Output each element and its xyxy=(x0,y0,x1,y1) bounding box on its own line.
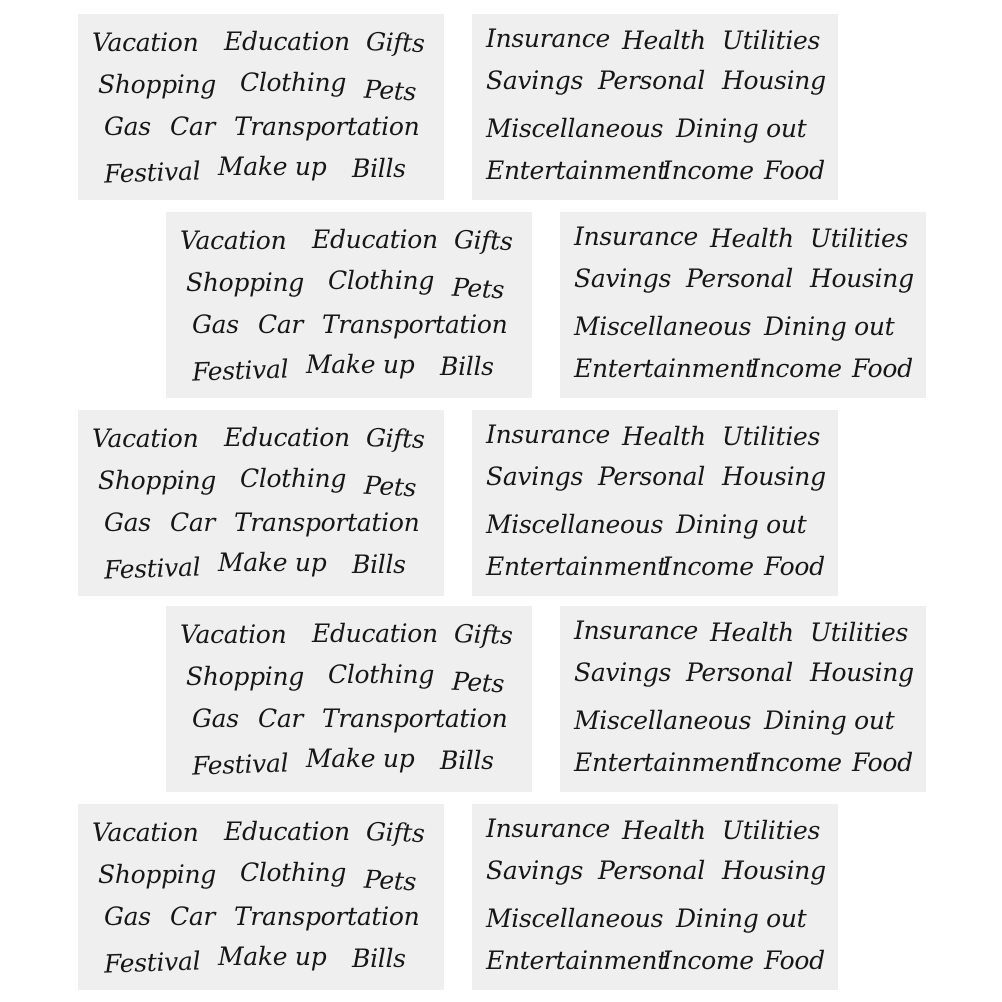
sticker-label: Income xyxy=(662,156,754,185)
sticker-label: Savings xyxy=(574,264,671,293)
sticker-label: Clothing xyxy=(328,266,435,295)
sticker-label: Festival xyxy=(191,354,289,387)
sticker-label: Transportation xyxy=(322,310,508,339)
sticker-label: Miscellaneous xyxy=(574,706,752,735)
sticker-label: Health xyxy=(710,618,794,647)
sticker-label: Education xyxy=(312,619,438,648)
sticker-label: Savings xyxy=(486,856,583,885)
sticker-label: Utilities xyxy=(810,618,909,647)
sticker-label: Personal xyxy=(598,856,705,885)
sticker-label: Pets xyxy=(363,470,417,503)
sticker-label: Make up xyxy=(306,350,415,379)
sticker-label: Clothing xyxy=(240,858,347,887)
sticker-label: Insurance xyxy=(486,814,610,843)
sticker-label: Gifts xyxy=(365,26,426,59)
sticker-label: Shopping xyxy=(186,662,304,691)
sticker-label: Transportation xyxy=(234,508,420,537)
sticker-label: Festival xyxy=(103,156,201,189)
sticker-label: Festival xyxy=(191,748,289,781)
sticker-label: Education xyxy=(224,817,350,846)
sticker-label: Personal xyxy=(598,66,705,95)
sticker-label: Make up xyxy=(218,942,327,971)
sticker-sheet-right xyxy=(560,606,926,792)
sticker-label: Miscellaneous xyxy=(486,114,664,143)
sticker-label: Dining out xyxy=(764,706,895,735)
sticker-label: Miscellaneous xyxy=(486,904,664,933)
sticker-label: Gifts xyxy=(365,422,426,455)
sticker-label: Pets xyxy=(363,864,417,897)
sticker-label: Entertainment xyxy=(486,156,667,185)
sticker-label: Gas xyxy=(104,902,151,931)
sticker-label: Transportation xyxy=(322,704,508,733)
sticker-sheet-right xyxy=(472,804,838,990)
sticker-label: Bills xyxy=(352,944,406,973)
sticker-label: Food xyxy=(852,354,913,383)
sticker-label: Insurance xyxy=(486,420,610,449)
sticker-label: Health xyxy=(710,224,794,253)
sticker-label: Shopping xyxy=(98,466,216,495)
sticker-label: Personal xyxy=(686,264,793,293)
sticker-label: Food xyxy=(764,946,825,975)
sticker-label: Insurance xyxy=(486,24,610,53)
sticker-label: Clothing xyxy=(328,660,435,689)
sticker-label: Health xyxy=(622,26,706,55)
sticker-label: Pets xyxy=(451,272,505,305)
sticker-label: Miscellaneous xyxy=(574,312,752,341)
sticker-label: Income xyxy=(750,748,842,777)
sticker-label: Housing xyxy=(810,264,914,293)
sticker-label: Personal xyxy=(686,658,793,687)
sticker-label: Vacation xyxy=(92,818,199,847)
sticker-label: Miscellaneous xyxy=(486,510,664,539)
sticker-label: Dining out xyxy=(676,904,807,933)
sticker-label: Dining out xyxy=(676,114,807,143)
sticker-label: Savings xyxy=(486,462,583,491)
sticker-label: Make up xyxy=(218,548,327,577)
sticker-label: Gas xyxy=(104,508,151,537)
sticker-label: Housing xyxy=(810,658,914,687)
sticker-label: Gas xyxy=(192,310,239,339)
sticker-label: Car xyxy=(170,902,216,931)
sticker-label: Transportation xyxy=(234,902,420,931)
sticker-label: Bills xyxy=(352,154,406,183)
sticker-label: Food xyxy=(764,552,825,581)
sticker-label: Education xyxy=(312,225,438,254)
sticker-label: Clothing xyxy=(240,68,347,97)
sticker-label: Food xyxy=(764,156,825,185)
sticker-label: Make up xyxy=(218,152,327,181)
sticker-label: Gas xyxy=(104,112,151,141)
sticker-label: Clothing xyxy=(240,464,347,493)
sticker-label: Health xyxy=(622,816,706,845)
sticker-label: Festival xyxy=(103,946,201,979)
sticker-label: Income xyxy=(750,354,842,383)
sticker-label: Make up xyxy=(306,744,415,773)
sticker-label: Shopping xyxy=(186,268,304,297)
sticker-label: Bills xyxy=(440,746,494,775)
sticker-label: Pets xyxy=(363,74,417,107)
sticker-label: Car xyxy=(170,508,216,537)
sticker-label: Entertainment xyxy=(486,552,667,581)
sticker-label: Income xyxy=(662,552,754,581)
sticker-label: Insurance xyxy=(574,222,698,251)
sticker-label: Gifts xyxy=(453,618,514,651)
sticker-label: Savings xyxy=(574,658,671,687)
sticker-label: Entertainment xyxy=(574,354,755,383)
sticker-label: Housing xyxy=(722,856,826,885)
sticker-label: Health xyxy=(622,422,706,451)
sticker-sheet-right xyxy=(472,14,838,200)
sticker-label: Utilities xyxy=(722,26,821,55)
sticker-label: Utilities xyxy=(722,816,821,845)
sticker-label: Savings xyxy=(486,66,583,95)
sticker-label: Bills xyxy=(352,550,406,579)
sticker-label: Gifts xyxy=(365,816,426,849)
sticker-label: Vacation xyxy=(92,424,199,453)
sticker-label: Dining out xyxy=(764,312,895,341)
sticker-label: Shopping xyxy=(98,860,216,889)
sticker-label: Utilities xyxy=(722,422,821,451)
sticker-sheet-left xyxy=(78,804,444,990)
sticker-label: Food xyxy=(852,748,913,777)
sticker-label: Pets xyxy=(451,666,505,699)
sticker-sheet-right xyxy=(472,410,838,596)
sticker-label: Utilities xyxy=(810,224,909,253)
sticker-label: Bills xyxy=(440,352,494,381)
sticker-label: Entertainment xyxy=(486,946,667,975)
sticker-label: Vacation xyxy=(92,28,199,57)
sticker-label: Festival xyxy=(103,552,201,585)
sticker-label: Gas xyxy=(192,704,239,733)
sticker-sheet-left xyxy=(166,212,532,398)
sticker-label: Insurance xyxy=(574,616,698,645)
sticker-label: Car xyxy=(258,310,304,339)
sticker-label: Education xyxy=(224,27,350,56)
sticker-label: Vacation xyxy=(180,620,287,649)
sticker-label: Entertainment xyxy=(574,748,755,777)
sticker-sheet-left xyxy=(78,14,444,200)
sticker-label: Transportation xyxy=(234,112,420,141)
sticker-label: Car xyxy=(170,112,216,141)
sticker-sheet-left xyxy=(166,606,532,792)
sticker-label: Car xyxy=(258,704,304,733)
sticker-label: Vacation xyxy=(180,226,287,255)
sticker-label: Housing xyxy=(722,462,826,491)
sticker-label: Housing xyxy=(722,66,826,95)
sticker-label: Shopping xyxy=(98,70,216,99)
sticker-label: Personal xyxy=(598,462,705,491)
sticker-label: Education xyxy=(224,423,350,452)
sticker-sheet-left xyxy=(78,410,444,596)
sticker-label: Dining out xyxy=(676,510,807,539)
sticker-label: Income xyxy=(662,946,754,975)
sticker-label: Gifts xyxy=(453,224,514,257)
sticker-sheet-right xyxy=(560,212,926,398)
